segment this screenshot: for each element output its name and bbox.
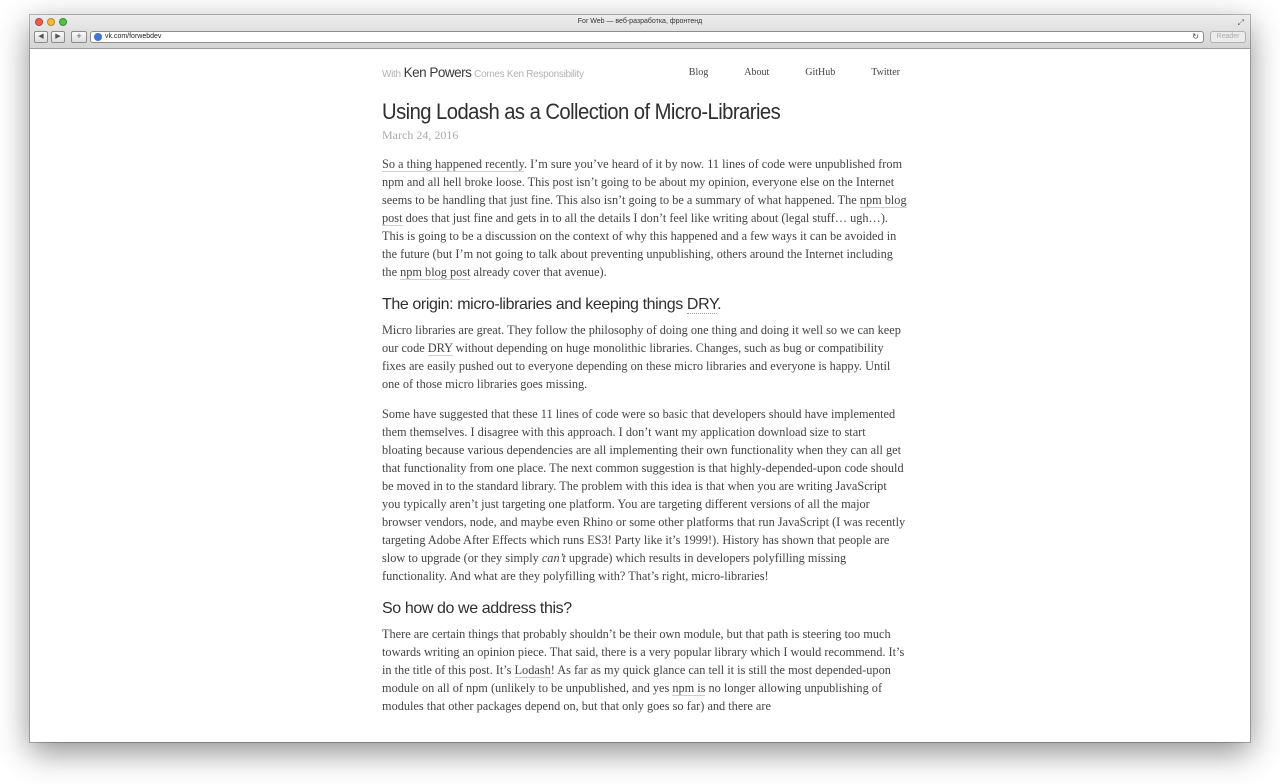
content-column bbox=[382, 49, 907, 713]
address-bar[interactable] bbox=[90, 31, 1204, 43]
link-dry[interactable]: DRY bbox=[427, 341, 453, 355]
navigation-buttons bbox=[34, 31, 87, 43]
fullscreen-icon[interactable]: ⤢ bbox=[1237, 18, 1244, 27]
nav-link-blog[interactable]: Blog bbox=[688, 67, 709, 78]
title-bar bbox=[30, 15, 1250, 49]
add-tab-button[interactable]: + bbox=[71, 31, 87, 43]
link-npm-blog-post-2[interactable]: npm blog post bbox=[400, 265, 471, 279]
heading-origin: The origin: micro-libraries and keeping things DRY. bbox=[382, 296, 722, 313]
forward-button[interactable]: ▶ bbox=[51, 31, 65, 43]
link-npm-is[interactable]: npm is bbox=[672, 681, 706, 695]
back-button[interactable]: ◀ bbox=[34, 31, 48, 43]
brand-suffix: Comes Ken Responsibility bbox=[474, 69, 584, 80]
post-title: Using Lodash as a Collection of Micro-Libraries bbox=[382, 99, 781, 124]
site-brand[interactable] bbox=[382, 65, 584, 80]
heading-address: So how do we address this? bbox=[382, 600, 572, 617]
link-thing-happened[interactable]: So a thing happened recently bbox=[382, 157, 524, 171]
link-dry-heading[interactable]: DRY bbox=[686, 296, 718, 313]
link-lodash[interactable]: Lodash bbox=[514, 663, 551, 677]
brand-name: Ken Powers bbox=[403, 65, 472, 80]
paragraph-4: There are certain things that probably shouldn’t be their own module, but that path is steering too much towards writing an opinion piece. That said, there is a very popular library which I would recommend. It’s in the title of this post. It’s Lodash! As far as my quick glance can tell it is still the most depended-upon module on all of npm (unlikely to be unpublished, and yes npm is no longer allowing unpublishing of modules that other packages depend on, but that only goes so far) and there are bbox=[382, 627, 905, 713]
nav-link-twitter[interactable]: Twitter bbox=[871, 67, 900, 78]
globe-icon bbox=[94, 33, 102, 41]
nav-link-about[interactable]: About bbox=[744, 67, 770, 78]
paragraph-3: Some have suggested that these 11 lines of code were so basic that developers should have implemented them themselves. I disagree with this approach. I don’t want my application download size to start bloating because various dependencies are all implementing their own functionality when they can all get that functionality from one place. The next common suggestion is that highly-depended-upon code should be moved in to the standard library. The problem with this idea is that when you are writing JavaScript you typically aren’t just targeting one platform. You are targeting different versions of all the major browser vendors, node, and maybe even Rhino or some other platforms that run JavaScript (I was recently targeting Adobe After Effects which runs ES3! Party like it’s 1999!). History has shown that people are slow to upgrade (or they simply can’t upgrade) which results in developers polyfilling missing functionality. And what are they polyfilling with? That’s right, micro-libraries! bbox=[382, 407, 906, 583]
browser-window bbox=[30, 15, 1250, 742]
site-header bbox=[382, 49, 900, 89]
post-body bbox=[382, 155, 908, 727]
nav-link-github[interactable]: GitHub bbox=[805, 67, 836, 78]
paragraph-2: Micro libraries are great. They follow the philosophy of doing one thing and doing it well so we can keep our code DRY without depending on huge monolithic libraries. Changes, such as bug or compatibility fixes are easily pushed out to everyone depending on these micro libraries and everyone is happy. Until one of those micro libraries goes missing. bbox=[382, 323, 901, 391]
link-npm-blog-post[interactable]: npm blog post bbox=[382, 193, 907, 225]
brand-prefix: With bbox=[382, 69, 401, 80]
window-title: For Web — веб-разработка, фронтенд bbox=[577, 18, 703, 25]
reload-icon[interactable]: ↻ bbox=[1192, 32, 1199, 41]
site-nav bbox=[653, 67, 900, 78]
reader-button[interactable]: Reader bbox=[1210, 31, 1246, 43]
web-page bbox=[30, 49, 1250, 742]
url-text: vk.com/forwebdev bbox=[105, 33, 162, 40]
post-date: March 24, 2016 bbox=[382, 128, 459, 142]
paragraph-1: So a thing happened recently. I’m sure you’ve heard of it by now. 11 lines of code were unpublished from npm and all hell broke loose. This post isn’t going to be about my opinion, everyone else on the Internet seems to be handling that just fine. This also isn’t going to be a summary of what happened. The npm blog post does that just fine and gets in to all the details I don’t feel like writing about (legal stuff… ugh…). This is going to be a discussion on the context of why this happened and a few ways it can be avoided in the future (but I’m not going to talk about preventing unpublishing, others around the Internet including the npm blog post already cover that avenue). bbox=[382, 157, 907, 279]
